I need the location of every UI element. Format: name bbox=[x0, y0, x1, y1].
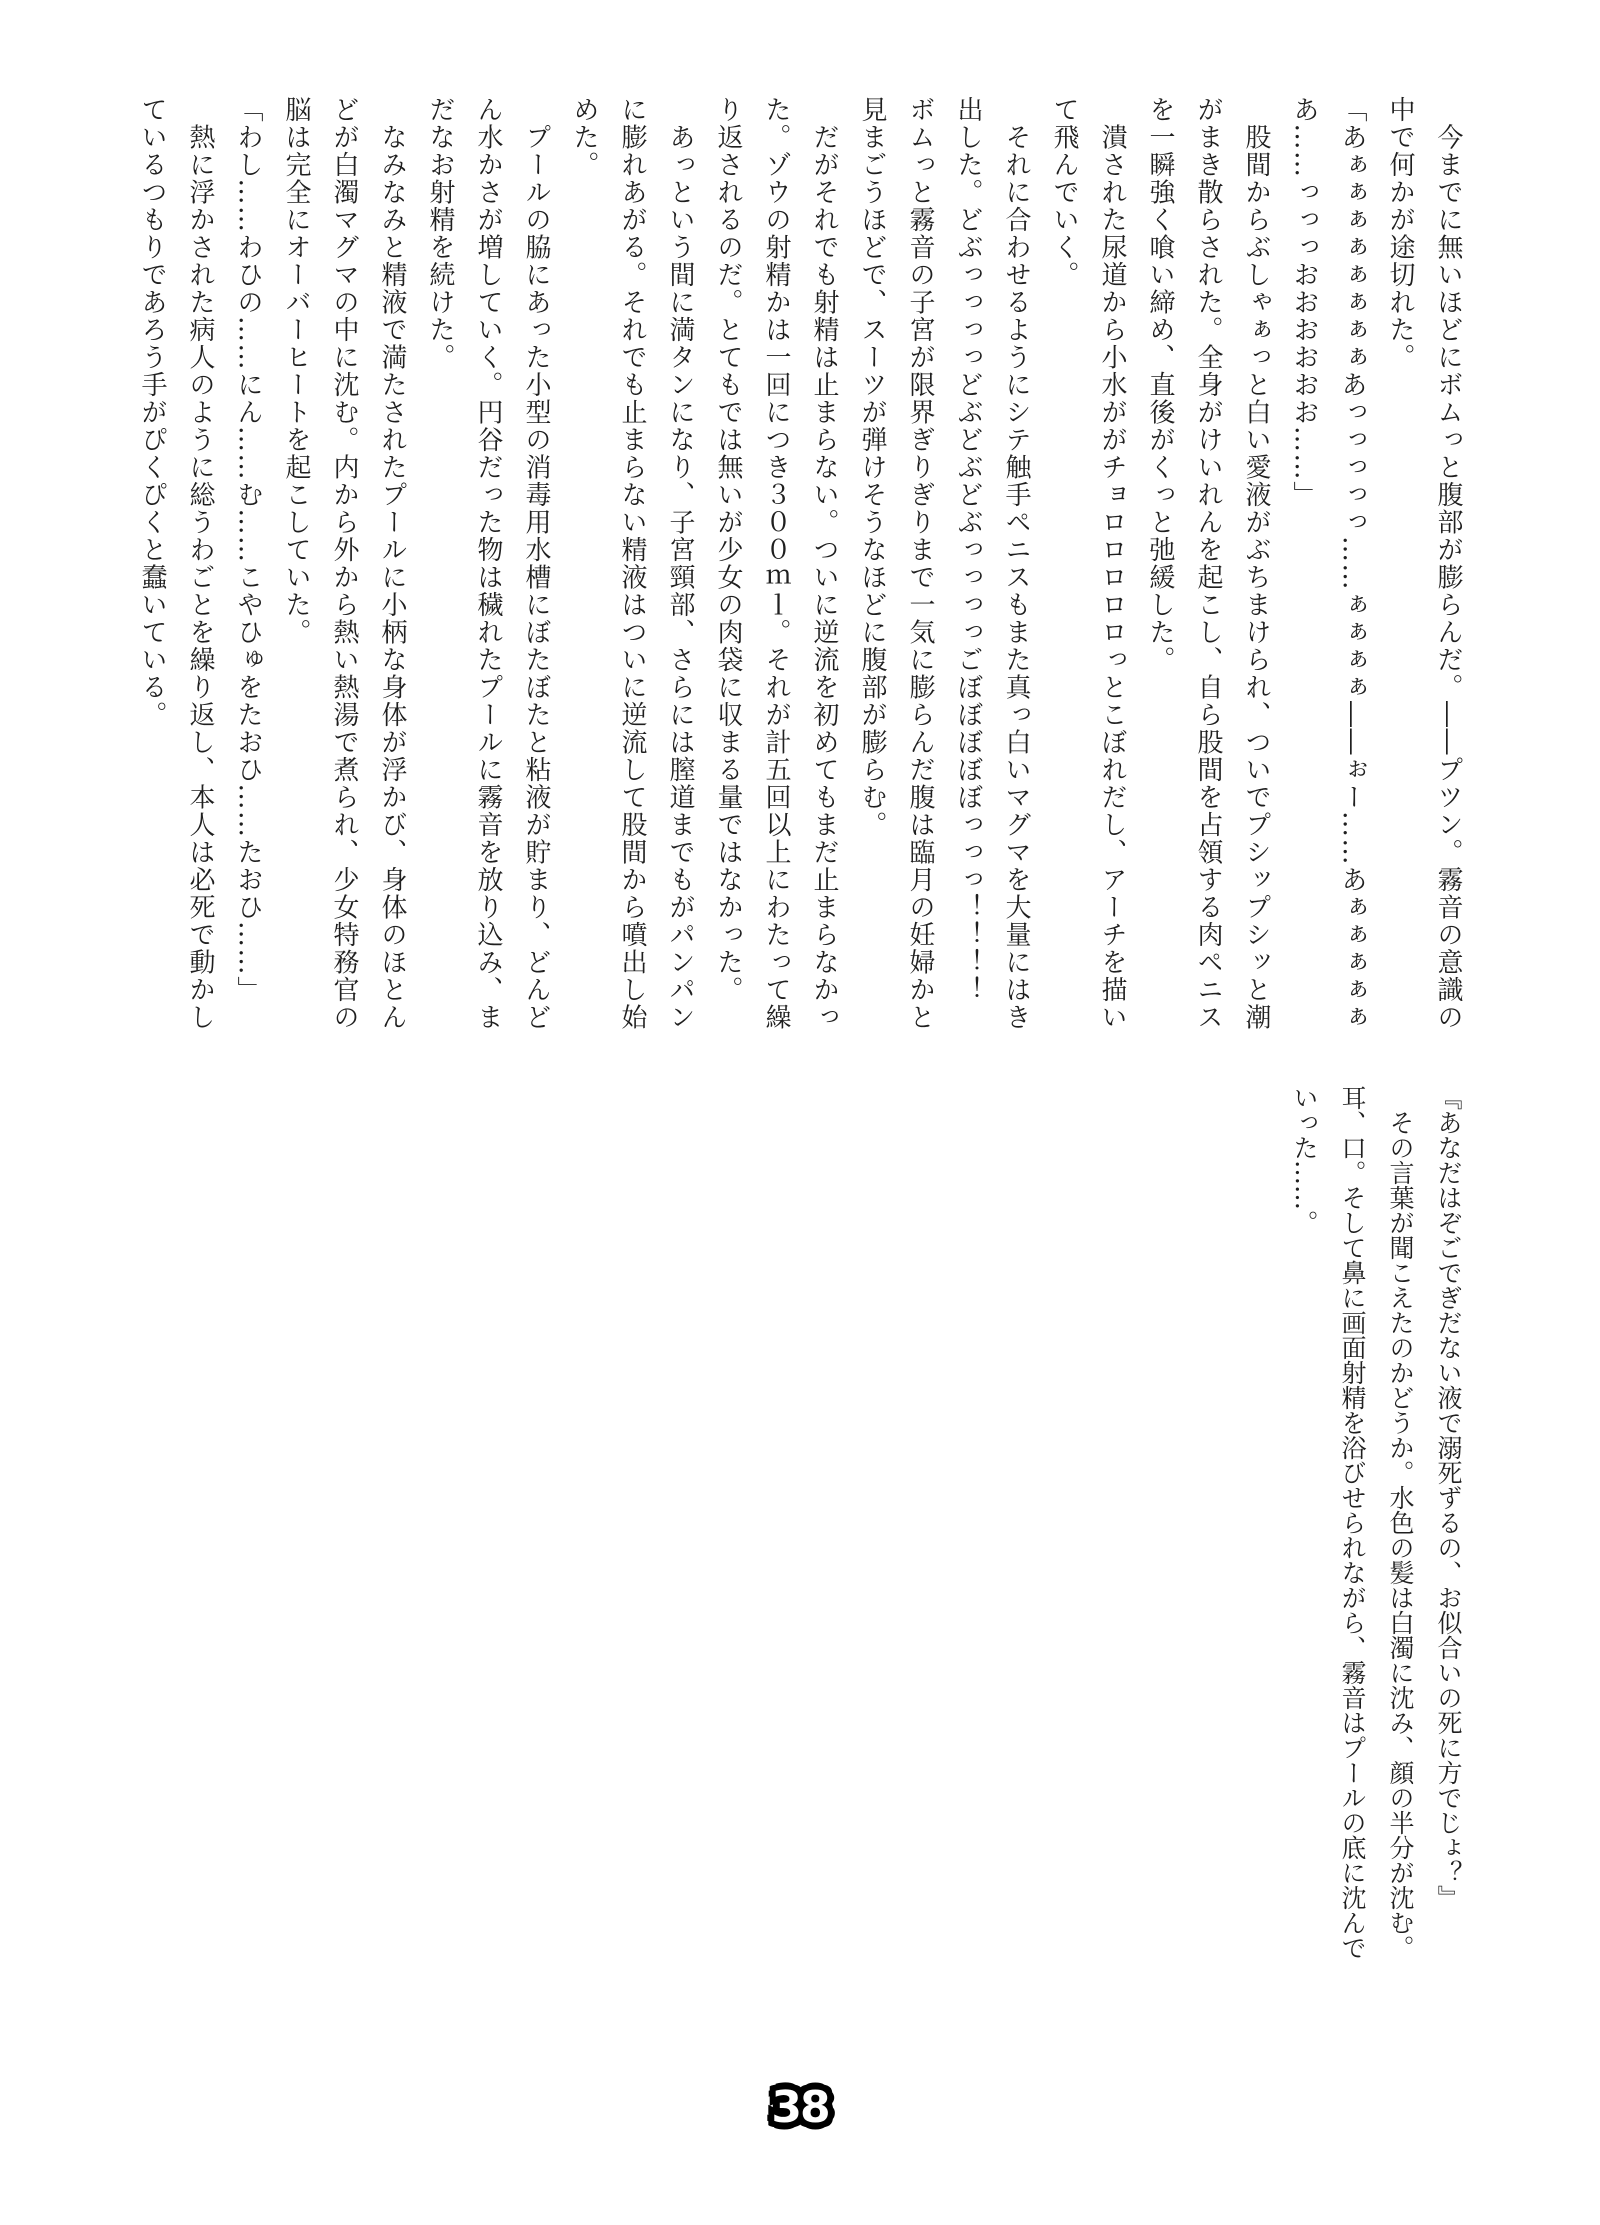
body-paragraph: あっという間に満タンになり、子宮頸部、さらには膣道までもがパンパンに膨れあがる。それでも止まらない精液はついに逆流して股間から噴出し始めた。 bbox=[569, 96, 695, 1031]
closing-text-block bbox=[1260, 1085, 1472, 1963]
body-paragraph: 潰された尿道から小水ががチョロロロロロっとこぼれだし、アーチを描いて飛んでいく。 bbox=[1049, 96, 1127, 1031]
page-number: 38 bbox=[771, 2082, 829, 2133]
body-paragraph: 熱に浮かされた病人のように総うわごとを繰り返し、本人は必死で動かしているつもりであろう手がぴくぴくと蠢いている。 bbox=[137, 96, 215, 1031]
body-paragraph: 「わし……わひの……にん……む……こやひゅをたおひ……たおひ……」 bbox=[233, 96, 263, 1004]
body-paragraph: 「あぁぁぁぁぁぁぁぁあっっっっっ……ぁぁぁぁ――ぉー……あぁぁぁぁぁあ……っっっおおおおおお……」 bbox=[1289, 96, 1367, 1031]
body-paragraph: だがそれでも射精は止まらない。ついに逆流を初めてもまだ止まらなかった。ゾウの射精かは一回につき３００ｍｌ。それが計五回以上にわたって繰り返されるのだ。とてもでは無いが少女の肉袋に収まる量ではなかった。 bbox=[713, 96, 839, 1031]
closing-paragraph: その言葉が聞こえたのかどうか。水色の髪は白濁に沈み、顔の半分が沈む。耳、口。そして鼻に画面射精を浴びせられながら、霧音はプールの底に沈んでいった……。 bbox=[1290, 1085, 1415, 1960]
closing-paragraph: 『あなだはぞごでぎだない液で溺死ずるの、お似合いの死に方でじょ？』 bbox=[1434, 1085, 1463, 1910]
body-paragraph: それに合わせるようにシテ触手ペニスもまた真っ白いマグマを大量にはき出した。どぶっっっっどぶどぶどぶっっっっごぼぼぼぼぼっっっ！！！！ ボムっと霧音の子宮が限界ぎりぎりまで一気に膨らんだ腹は臨月の妊婦かと見まごうほどで、スーツが弾けそうなほどに腹部が膨らむ。 bbox=[857, 96, 1031, 1031]
main-text-block bbox=[120, 96, 1472, 1036]
body-paragraph: なみなみと精液で満たされたプールに小柄な身体が浮かび、身体のほとんどが白濁マグマの中に沈む。内から外から熱い熱湯で煮られ、少女特務官の脳は完全にオーバーヒートを起こしていた。 bbox=[281, 96, 407, 1031]
body-paragraph: 今までに無いほどにボムっと腹部が膨らんだ。――プツン。霧音の意識の中で何かが途切れた。 bbox=[1385, 96, 1463, 1031]
body-paragraph: プールの脇にあった小型の消毒用水槽にぼたぼたと粘液が貯まり、どんどん水かさが増していく。円谷だった物は穢れたプールに霧音を放り込み、まだなお射精を続けた。 bbox=[425, 96, 551, 1031]
body-paragraph: 股間からぶしゃぁっと白い愛液がぶちまけられ、ついでプシップシッと潮がまき散らされた。全身がけいれんを起こし、自ら股間を占領する肉ペニスを一瞬強く喰い締め、直後がくっと弛緩した。 bbox=[1145, 96, 1271, 1031]
